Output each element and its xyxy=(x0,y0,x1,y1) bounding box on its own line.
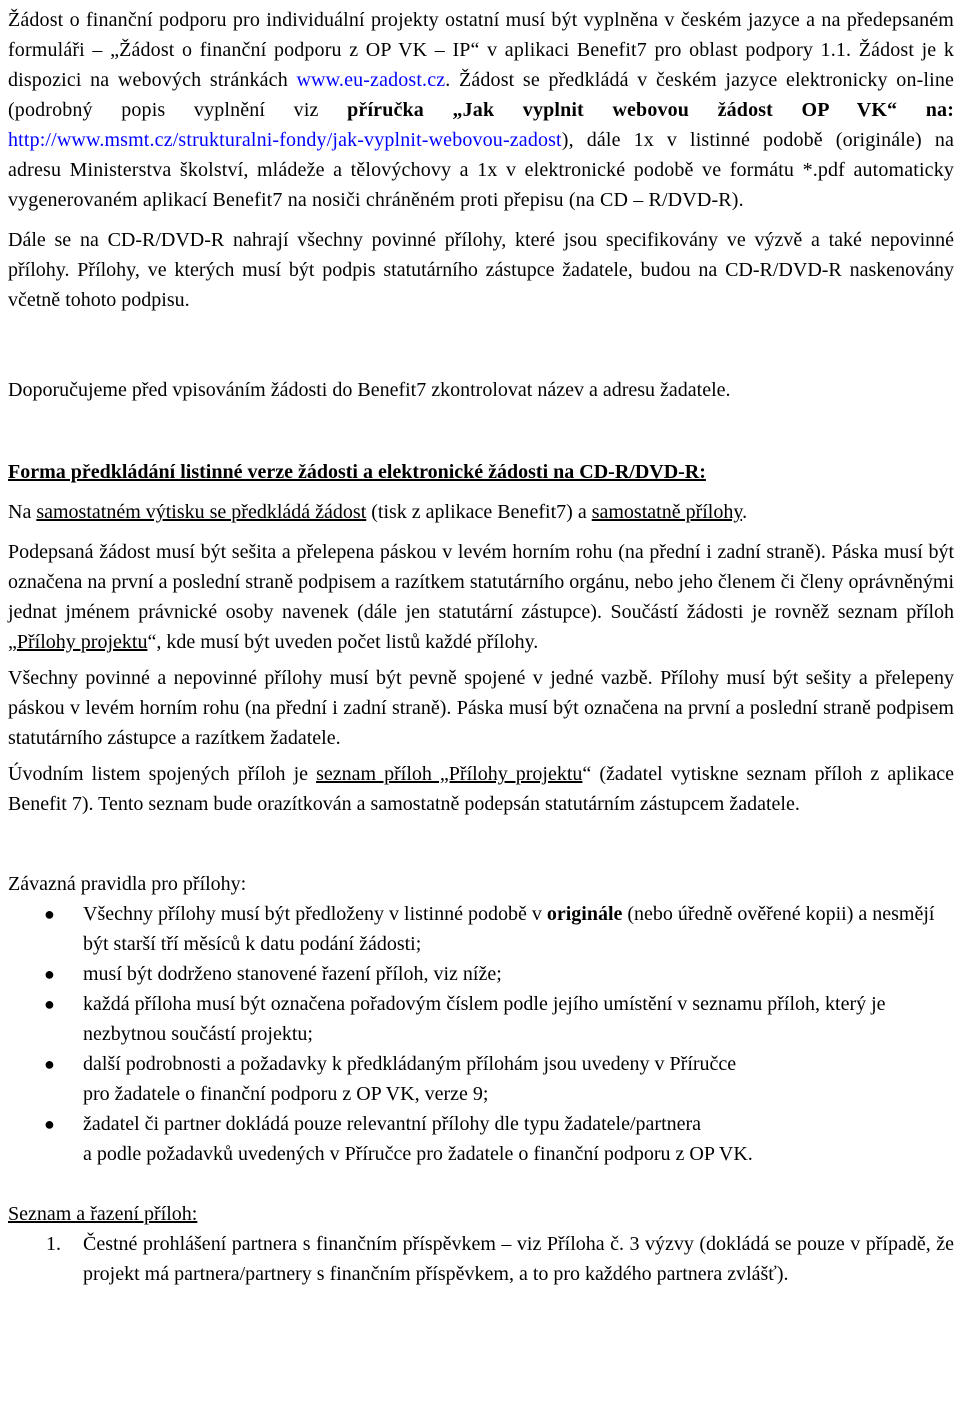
rule-1-bold: originále xyxy=(546,903,623,925)
rules-heading: Závazná pravidla pro přílohy: xyxy=(8,873,247,895)
form-underlined-1: samostatném výtisku se předkládá žádost xyxy=(36,501,367,523)
rule-3-text: každá příloha musí být označena pořadovým číslem podle jejího umístění v seznamu příloh, který je nezbytnou součástí projektu; xyxy=(83,993,886,1045)
rule-5-line-1: žadatel či partner dokládá pouze relevantní přílohy dle typu žadatele/partnera xyxy=(83,1113,702,1135)
signed-underlined: Přílohy projektu xyxy=(16,631,148,653)
bullet-icon: ● xyxy=(44,994,55,1014)
rule-2-text: musí být dodrženo stanovené řazení příloh, viz níže; xyxy=(83,963,502,985)
form-text-2: (tisk z aplikace Benefit7) a xyxy=(366,501,592,523)
attachments-paragraph: Všechny povinné a nepovinné přílohy musí být pevně spojené v jedné vazbě. Přílohy musí být sešity a přelepeny páskou v levém horním rohu (na přední i zadní straně). Páska musí být označena na první a poslední straně podpisem statutárního zástupce a razítkem žadatele. xyxy=(8,667,954,749)
list-item xyxy=(8,1109,954,1169)
intro-text-3: ), dále 1x v listinné podobě (originále) na adresu Ministerstva školství, mládeže a tělovýchovy a 1x v elektronické podobě ve formátu *.pdf automaticky vygenerovaném aplikací Benefit7 na nosiči chráněném proti přepisu (na CD – R/DVD-R). xyxy=(8,129,954,211)
intro-text-2: . Žádost se předkládá v českém jazyce elektronicky on-line (podrobný popis vyplnění viz xyxy=(8,69,954,121)
intro-paragraph xyxy=(8,5,954,215)
intro-text-1: Žádost o finanční podporu pro individuální projekty ostatní musí být vyplněna v českém jazyce a na předepsaném formuláři – „Žádost o finanční podporu z OP VK – IP“ v aplikaci Benefit7 pro oblast podpory 1.1. Žádost je k dispozici na webových stránkách xyxy=(8,9,954,91)
bullet-icon: ● xyxy=(44,904,55,924)
rule-5-line-2: a podle požadavků uvedených v Příručce pro žadatele o finanční podporu z OP VK. xyxy=(83,1143,753,1165)
manual-reference: příručka „Jak vyplnit webovou žádost OP VK“ na: xyxy=(347,99,954,121)
bullet-icon: ● xyxy=(44,964,55,984)
signed-text-2: “, kde musí být uveden počet listů každé přílohy. xyxy=(147,631,539,653)
rule-1-text-2: (nebo úředně ověřené kopii) a nesmějí být starší tří měsíců k datu podání žádosti; xyxy=(83,903,935,955)
signed-text-1: Podepsaná žádost musí být sešita a přelepena páskou v levém horním rohu (na přední i zadní straně). Páska musí být označena na první a poslední straně podpisem a razítkem statutárního orgánu, nebo jeho členem či členy oprávněnými jednat jménem právnické osoby navenek (dále jen statutární zástupce). Součástí žádosti je rovněž seznam příloh „ xyxy=(8,541,954,653)
list-item xyxy=(8,1229,954,1289)
intro-list-paragraph xyxy=(8,759,954,819)
rules-list xyxy=(8,899,954,1169)
order-item-1-text: Čestné prohlášení partnera s finančním příspěvkem – viz Příloha č. 3 výzvy (dokládá se pouze v případě, že projekt má partnera/partnery s finančním příspěvkem, a to pro každého partnera zvlášť). xyxy=(83,1233,954,1285)
item-number: 1. xyxy=(46,1233,61,1255)
list-item xyxy=(8,899,954,959)
form-text-3: . xyxy=(742,501,748,523)
cd-paragraph: Dále se na CD-R/DVD-R nahrají všechny povinné přílohy, které jsou specifikovány ve výzvě a také nepovinné přílohy. Přílohy, ve kterých musí být podpis statutárního zástupce žadatele, budou na CD-R/DVD-R naskenovány včetně tohoto podpisu. xyxy=(8,229,954,311)
order-list xyxy=(8,1229,954,1289)
form-paragraph xyxy=(8,497,954,527)
intro-list-text-1: Úvodním listem spojených příloh je xyxy=(8,763,317,785)
list-item xyxy=(8,989,954,1049)
eu-zadost-link[interactable]: www.eu-zadost.cz xyxy=(296,69,446,91)
order-heading: Seznam a řazení příloh: xyxy=(8,1203,198,1225)
rule-4-line-1: další podrobnosti a požadavky k předkládaným přílohám jsou uvedeny v Příručce xyxy=(83,1053,737,1075)
msmt-link[interactable]: http://www.msmt.cz/strukturalni-fondy/jak-vyplnit-webovou-zadost xyxy=(8,129,562,151)
list-item xyxy=(8,1049,954,1109)
recommendation-paragraph: Doporučujeme před vpisováním žádosti do Benefit7 zkontrolovat název a adresu žadatele. xyxy=(8,379,731,401)
rule-4-line-2: pro žadatele o finanční podporu z OP VK, verze 9; xyxy=(83,1083,489,1105)
bullet-icon: ● xyxy=(44,1114,55,1134)
section-title: Forma předkládání listinné verze žádosti a elektronické žádosti na CD-R/DVD-R: xyxy=(8,461,706,483)
bullet-icon: ● xyxy=(44,1054,55,1074)
signed-paragraph xyxy=(8,537,954,657)
intro-list-text-2: “ (žadatel vytiskne seznam příloh z aplikace Benefit 7). Tento seznam bude orazítkován a samostatně podepsán statutárním zástupcem žadatele. xyxy=(8,763,954,815)
intro-list-underlined: seznam příloh „Přílohy projektu xyxy=(316,763,583,785)
rule-1-text-1: Všechny přílohy musí být předloženy v listinné podobě v xyxy=(83,903,547,925)
form-text-1: Na xyxy=(8,501,37,523)
form-underlined-2: samostatně přílohy xyxy=(591,501,743,523)
list-item xyxy=(8,959,954,989)
